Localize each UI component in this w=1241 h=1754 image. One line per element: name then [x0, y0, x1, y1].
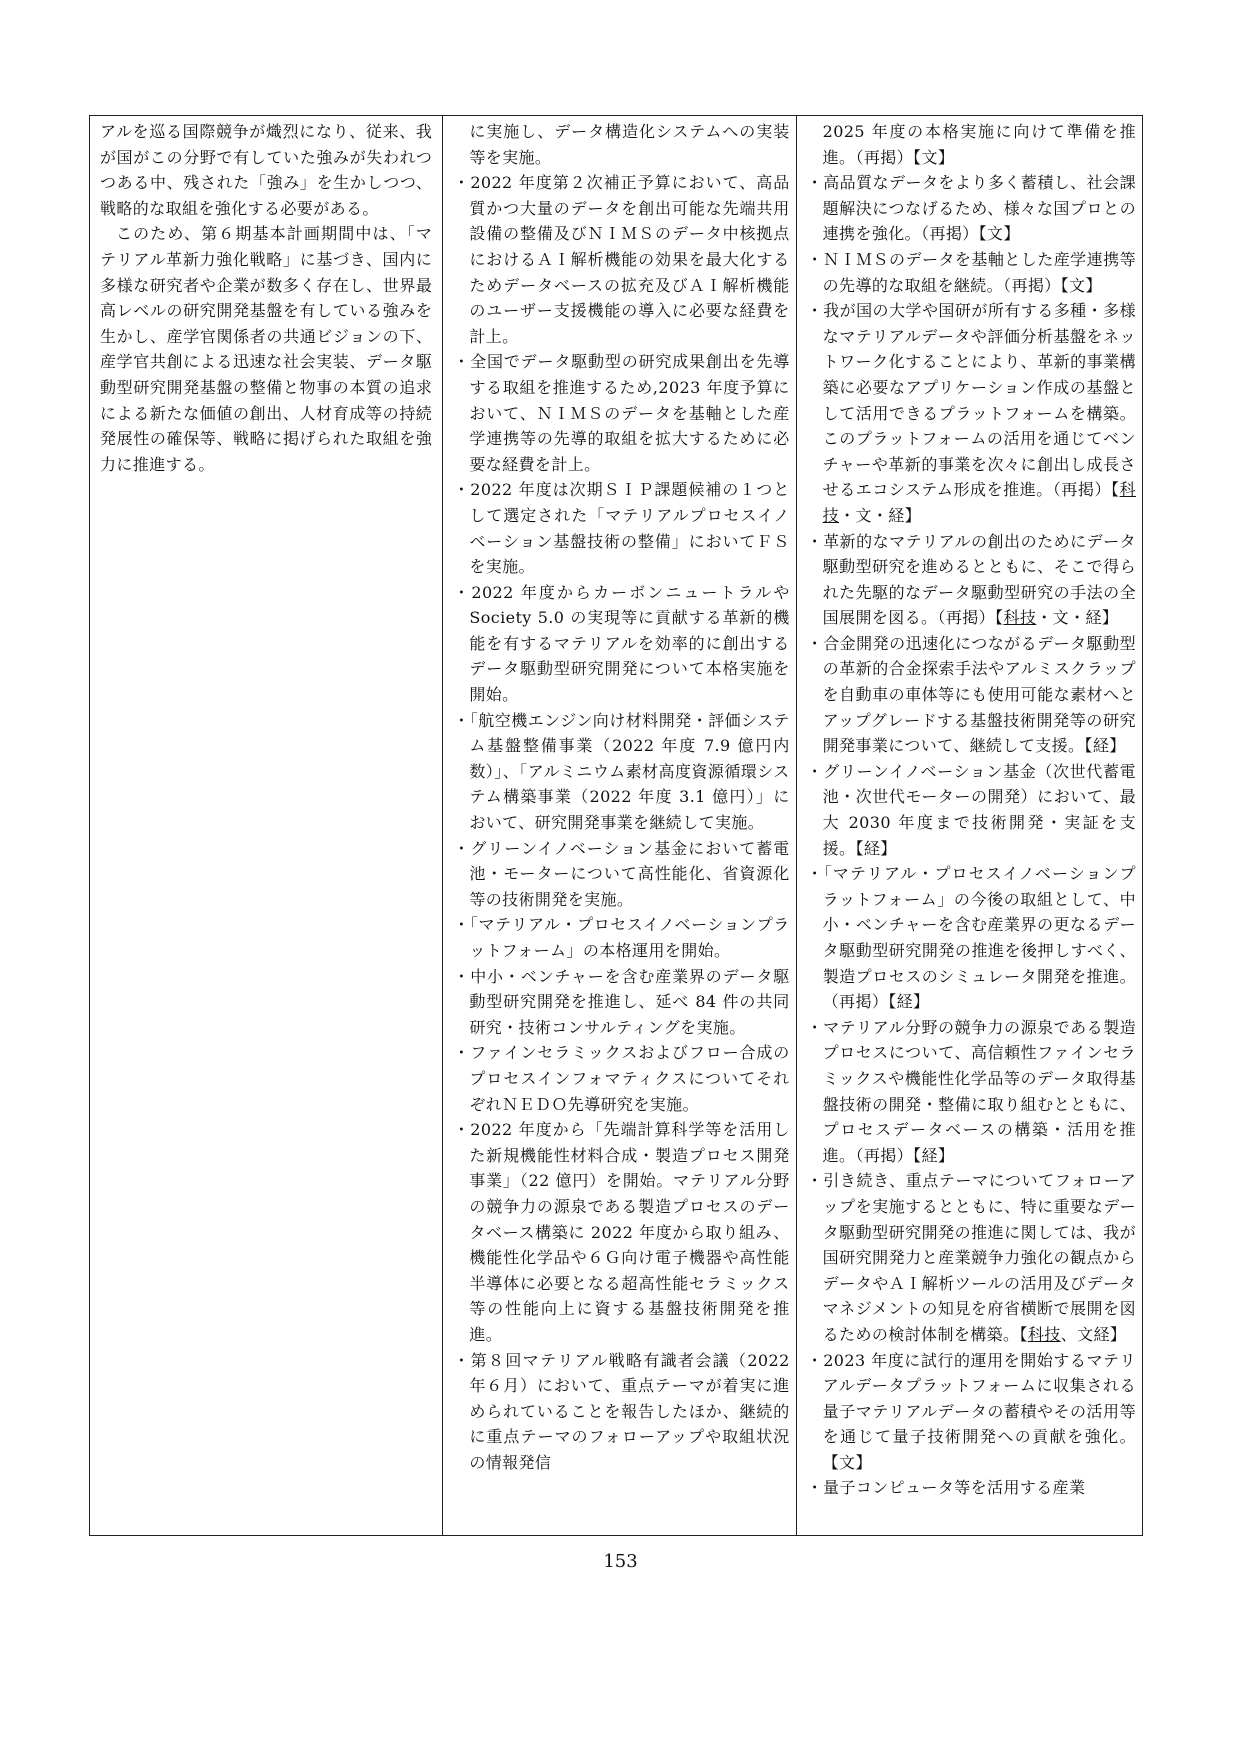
list-item: ・ファインセラミックスおよびフロー合成のプロセスインフォマティクスについてそれぞれＮＥＤＯ先導研究を実施。 — [453, 1043, 790, 1114]
list-item: ・グリーンイノベーション基金（次世代蓄電池・次世代モーターの開発）において、最大 2030 年度まで技術開発・実証を支援。【経】 — [806, 761, 1136, 858]
list-item: ・全国でデータ駆動型の研究成果創出を先導する取組を推進するため,2023 年度予算において、ＮＩＭＳのデータを基軸とした産学連携等の先導的取組を拡大するために必要な経費を計上。 — [453, 352, 790, 474]
list-item: ・2022 年度第２次補正予算において、高品質かつ大量のデータを創出可能な先端共用設備の整備及びＮＩＭＳのデータ中核拠点におけるＡＩ解析機能の効果を最大化するためデータベースの拡充及びＡＩ解析機能のユーザー支援機能の導入に必要な経費を計上。 — [453, 173, 790, 346]
list-item: ・マテリアル分野の競争力の源泉である製造プロセスについて、高信頼性ファインセラミックスや機能性化学品等のデータ取得基盤技術の開発・整備に取り組むとともに、プロセスデータベースの構築・活用を推進。（再掲）【経】 — [806, 1017, 1136, 1165]
list-item: ・引き続き、重点テーマについてフォローアップを実施するとともに、特に重要なデータ駆動型研究開発の推進に関しては、我が国研究開発力と産業競争力強化の観点からデータやＡＩ解析ツールの活用及びデータマネジメントの知見を府省横断で展開を図るための検討体制を構築。【科技、文経】 — [806, 1171, 1136, 1344]
list-item: ・量子コンピュータ等を活用する産業 — [806, 1478, 1086, 1498]
column-future-plans — [797, 116, 1142, 1535]
list-item: ・第８回マテリアル戦略有識者会議（2022 年６月）において、重点テーマが着実に進められていることを報告したほか、継続的に重点テーマのフォローアップや取組状況の情報発信 — [453, 1350, 790, 1472]
list-item: 2025 年度の本格実施に向けて準備を推進。（再掲）【文】 — [822, 122, 1136, 167]
list-item: ・2022 年度は次期ＳＩＰ課題候補の１つとして選定された「マテリアルプロセスイノベーション基盤技術の整備」においてＦＳを実施。 — [453, 480, 790, 577]
list-item: ・2022 年度から「先端計算科学等を活用した新規機能性材料合成・製造プロセス開発事業」（22 億円）を開始。マテリアル分野の競争力の源泉である製造プロセスのデータベース構築に 2022 年度から取り組み、機能性化学品や６Ｇ向け電子機器や高性能半導体に必要となる超高性能セラミックス等の性能向上に資する基盤技術開発を推進。 — [453, 1120, 790, 1344]
page-number: 153 — [603, 1551, 638, 1572]
content-table — [89, 115, 1143, 1536]
list-item: ・ＮＩＭＳのデータを基軸とした産学連携等の先導的な取組を継続。（再掲）【文】 — [806, 249, 1136, 295]
list-item: ・中小・ベンチャーを含む産業界のデータ駆動型研究開発を推進し、延べ 84 件の共同研究・技術コンサルティングを実施。 — [453, 966, 790, 1037]
column-background — [90, 116, 443, 1535]
list-item: ・高品質なデータをより多く蓄積し、社会課題解決につなげるため、様々な国プロとの連携を強化。（再掲）【文】 — [806, 173, 1136, 244]
list-item: ・2023 年度に試行的運用を開始するマテリアルデータプラットフォームに収集される量子マテリアルデータの蓄積やその活用等を通じて量子技術開発への貢献を強化。【文】 — [806, 1350, 1136, 1472]
paragraph: アルを巡る国際競争が熾烈になり、従来、我が国がこの分野で有していた強みが失われつつある中、残された「強み」を生かしつつ、戦略的な取組を強化する必要がある。 — [100, 122, 433, 218]
list-item: ・グリーンイノベーション基金において蓄電池・モーターについて高性能化、省資源化等の技術開発を実施。 — [453, 838, 790, 909]
column-achievements — [443, 116, 796, 1535]
list-item: ・革新的なマテリアルの創出のためにデータ駆動型研究を進めるとともに、そこで得られた先駆的なデータ駆動型研究の手法の全国展開を図る。（再掲）【科技・文・経】 — [806, 531, 1136, 628]
list-item: ・「航空機エンジン向け材料開発・評価システム基盤整備事業（2022 年度 7.9 億円内数）」、「アルミニウム素材高度資源循環システム構築事業（2022 年度 3.1 億円）」において、研究開発事業を継続して実施。 — [453, 710, 790, 833]
paragraph: このため、第６期基本計画期間中は、「マテリアル革新力強化戦略」に基づき、国内に多様な研究者や企業が数多く存在し、世界最高レベルの研究開発基盤を有している強みを生かし、産学官関係者の共通ビジョンの下、産学官共創による迅速な社会実装、データ駆動型研究開発基盤の整備と物事の本質の追求による新たな価値の創出、人材育成等の持続発展性の確保等、戦略に掲げられた取組を強力に推進する。 — [100, 224, 433, 474]
list-item: ・「マテリアル・プロセスイノベーションプラットフォーム」の今後の取組として、中小・ベンチャーを含む産業界の更なるデータ駆動型研究開発の推進を後押しすべく、製造プロセスのシミュレータ開発を推進。（再掲）【経】 — [806, 864, 1136, 1012]
list-item: ・2022 年度からカーボンニュートラルや Society 5.0 の実現等に貢献する革新的機能を有するマテリアルを効率的に創出するデータ駆動型研究開発について本格実施を開始。 — [453, 582, 790, 705]
list-item: ・我が国の大学や国研が所有する多種・多様なマテリアルデータや評価分析基盤をネットワーク化することにより、革新的事業構築に必要なアプリケーション作成の基盤として活用できるプラットフォームを構築。このプラットフォームの活用を通じてベンチャーや革新的事業を次々に創出し成長させるエコシステム形成を推進。（再掲）【科技・文・経】 — [806, 301, 1136, 525]
paragraph: に実施し、データ構造化システムへの実装等を実施。 — [469, 122, 790, 167]
list-item: ・「マテリアル・プロセスイノベーションプラットフォーム」の本格運用を開始。 — [453, 915, 790, 960]
list-item: ・合金開発の迅速化につながるデータ駆動型の革新的合金探索手法やアルミスクラップを自動車の車体等にも使用可能な素材へとアップグレードする基盤技術開発等の研究開発事業について、継続して支援。【経】 — [806, 633, 1136, 756]
